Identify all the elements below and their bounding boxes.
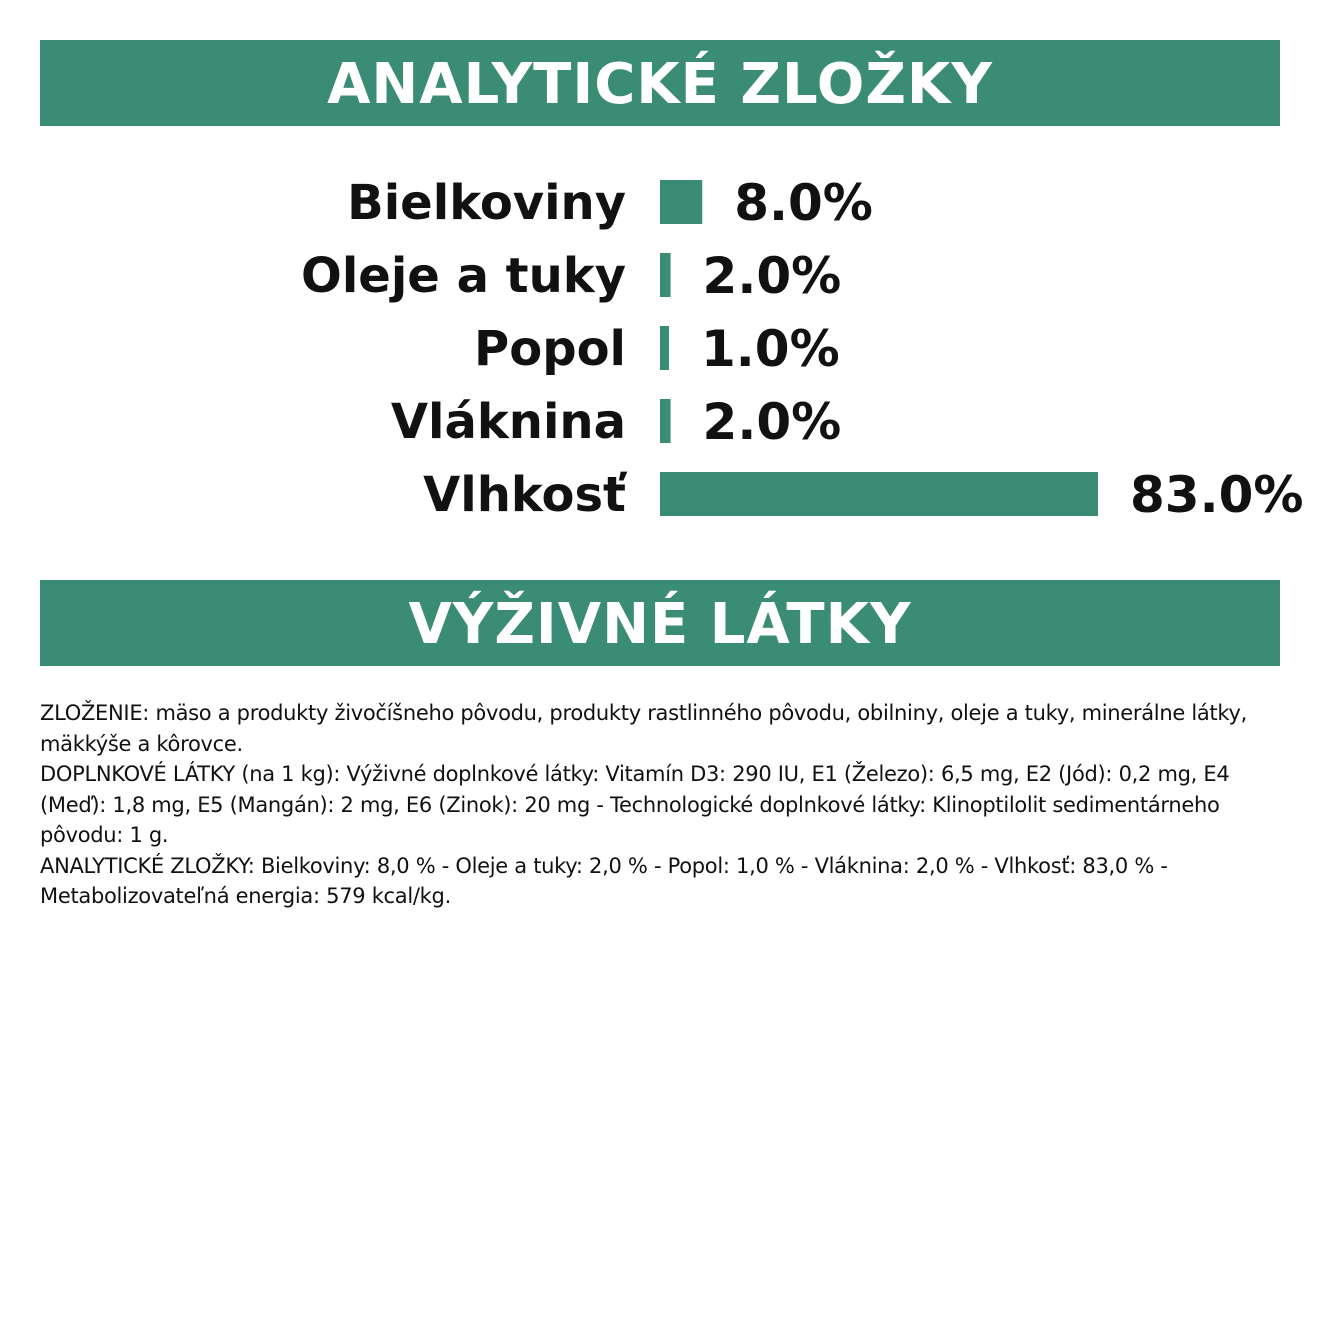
value-label: 8.0% [734, 174, 873, 232]
category-label: Popol [474, 321, 626, 377]
composition-paragraph: ZLOŽENIE: mäso a produkty živočíšneho pôvodu, produkty rastlinného pôvodu, obilniny, oleje a tuky, minerálne látky, mäkkýše a kôrovce. [40, 701, 1247, 756]
value-label: 1.0% [701, 320, 840, 378]
analytical-components-chart [0, 160, 1320, 540]
bar [660, 326, 669, 370]
composition-text [40, 698, 1290, 912]
analytical-components-header: ANALYTICKÉ ZLOŽKY [40, 40, 1280, 126]
additives-paragraph: DOPLNKOVÉ LÁTKY (na 1 kg): Výživné doplnkové látky: Vitamín D3: 290 IU, E1 (Železo): 6,5 mg, E2 (Jód): 0,2 mg, E4 (Meď): 1,8 mg, E5 (Mangán): 2 mg, E6 (Zinok): 20 mg - Technologické doplnkové látky: Klinoptilolit sedimentárneho pôvodu: 1 g. [40, 762, 1230, 847]
category-label: Vláknina [390, 394, 626, 450]
category-label: Oleje a tuky [301, 248, 626, 304]
bar [660, 472, 1098, 516]
value-label: 83.0% [1130, 466, 1304, 524]
analytical-components-paragraph: ANALYTICKÉ ZLOŽKY: Bielkoviny: 8,0 % - Oleje a tuky: 2,0 % - Popol: 1,0 % - Vláknina: 2,0 % - Vlhkosť: 83,0 % - Metabolizovateľná energia: 579 kcal/kg. [40, 853, 1168, 908]
category-label: Bielkoviny [347, 175, 626, 231]
value-label: 2.0% [702, 247, 842, 305]
nutrients-header: VÝŽIVNÉ LÁTKY [40, 580, 1280, 666]
value-label: 2.0% [702, 393, 842, 451]
category-label: Vlhkosť [423, 467, 626, 523]
bar [660, 399, 671, 443]
bar [660, 253, 671, 297]
bar [660, 180, 702, 224]
